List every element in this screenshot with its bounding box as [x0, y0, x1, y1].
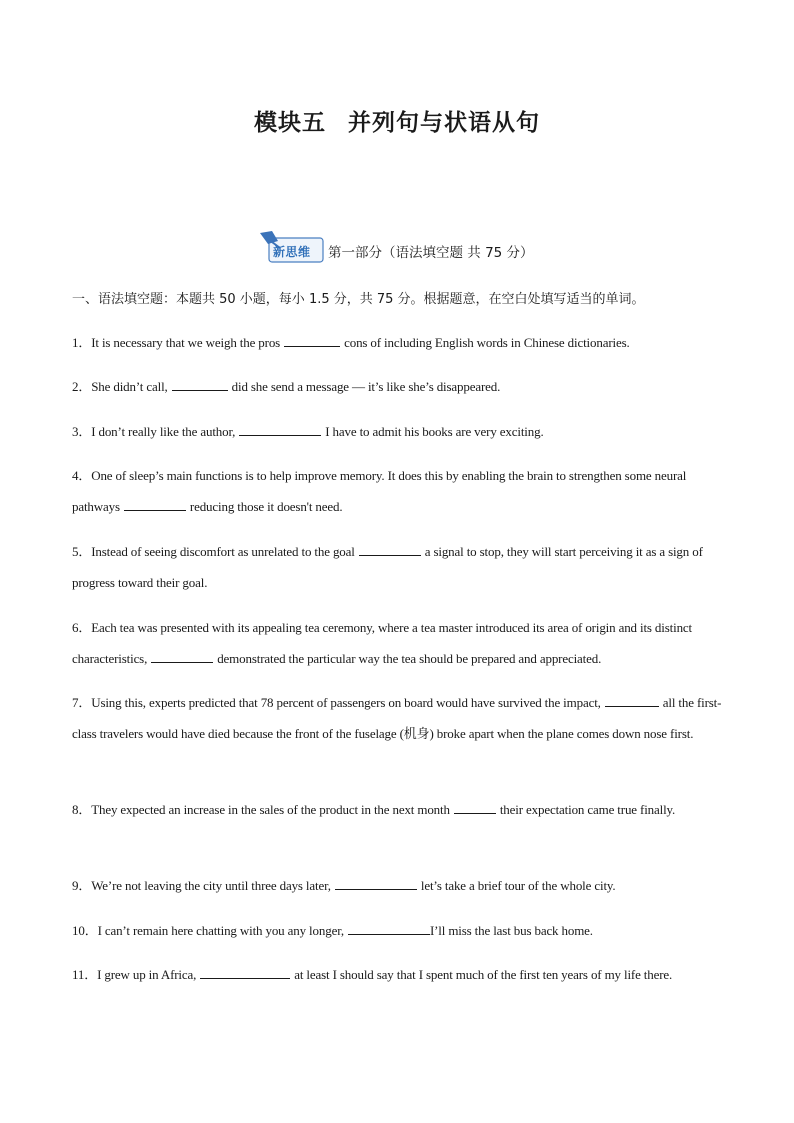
title-module: 模块五 [254, 110, 326, 136]
question-number: 7． [72, 695, 92, 710]
part-heading [258, 226, 534, 262]
answer-blank[interactable] [172, 378, 228, 391]
question-text-after: reducing those it doesn't need. [189, 499, 343, 514]
question-text-after: cons of including English words in Chinese dictionaries. [344, 335, 630, 350]
question-text-after: demonstrated the particular way the tea should be prepared and appreciated. [217, 651, 602, 666]
question-text-after: at least I should say that I spent much of the first ten years of my life there. [294, 967, 673, 982]
question-number: 10． [72, 923, 98, 938]
question-text-after: I have to admit his books are very exciting. [325, 424, 544, 439]
question-text-after: all the first-class travelers would have died because the front of the fuselage (机身) broke apart when the plane comes down nose first. [72, 695, 722, 741]
question-text-before: It is necessary that we weigh the pros [91, 335, 281, 350]
answer-blank[interactable] [454, 801, 496, 814]
answer-blank[interactable] [151, 650, 213, 663]
question-number: 8． [72, 802, 92, 817]
question-text-before: She didn’t call, [91, 379, 168, 394]
question-text-after: a signal to stop, they will start perceiving it as a sign of progress toward their goal. [72, 544, 703, 590]
question-9 [72, 870, 724, 901]
question-8 [72, 794, 724, 825]
question-text-before: Instead of seeing discomfort as unrelated to the goal [91, 544, 355, 559]
answer-blank[interactable] [284, 334, 340, 347]
question-number: 4． [72, 468, 92, 483]
question-number: 3． [72, 424, 92, 439]
question-text-after: I’ll miss the last bus back home. [429, 923, 593, 938]
question-text-after: let’s take a brief tour of the whole city. [420, 878, 616, 893]
question-text-before: They expected an increase in the sales of the product in the next month [91, 802, 450, 817]
question-text-before: I grew up in Africa, [97, 967, 197, 982]
question-1 [72, 327, 724, 358]
part-title: 第一部分（语法填空题 共 75 分） [328, 245, 534, 261]
question-number: 6． [72, 620, 92, 635]
question-6 [72, 612, 724, 674]
title-topic: 并列句与状语从句 [348, 110, 540, 136]
new-thinking-badge [258, 230, 326, 262]
answer-blank[interactable] [239, 423, 321, 436]
question-text-before: I don’t really like the author, [91, 424, 236, 439]
question-number: 1． [72, 335, 92, 350]
question-5 [72, 536, 724, 598]
question-2 [72, 371, 724, 402]
question-text-after: their expectation came true finally. [499, 802, 676, 817]
answer-blank[interactable] [200, 966, 290, 979]
question-text-after: did she send a message — it’s like she’s disappeared. [231, 379, 501, 394]
question-text-before: We’re not leaving the city until three days later, [91, 878, 331, 893]
question-11 [72, 959, 724, 990]
question-number: 5． [72, 544, 92, 559]
answer-blank[interactable] [335, 877, 417, 890]
question-text-before: Each tea was presented with its appealing tea ceremony, where a tea master introduced its area of origin and its distinct characteristics, [72, 620, 693, 666]
question-text-before: I can’t remain here chatting with you any longer, [97, 923, 344, 938]
question-7 [72, 687, 724, 749]
question-number: 2． [72, 379, 92, 394]
question-10 [72, 915, 724, 946]
question-text-before: Using this, experts predicted that 78 percent of passengers on board would have survived the impact, [91, 695, 601, 710]
answer-blank[interactable] [605, 694, 659, 707]
section-instruction: 一、语法填空题：本题共 50 小题，每小 1.5 分，共 75 分。根据题意，在空白处填写适当的单词。 [72, 292, 645, 307]
question-text-before: One of sleep’s main functions is to help improve memory. It does this by enabling the brain to strengthen some neural pathways [72, 468, 687, 514]
badge-label: 新思维 [273, 245, 311, 259]
question-4 [72, 460, 724, 522]
question-number: 9． [72, 878, 92, 893]
question-number: 11． [72, 967, 98, 982]
question-3 [72, 416, 724, 447]
answer-blank[interactable] [124, 498, 186, 511]
answer-blank[interactable] [359, 543, 421, 556]
page-title [0, 104, 794, 137]
answer-blank[interactable] [348, 922, 430, 935]
